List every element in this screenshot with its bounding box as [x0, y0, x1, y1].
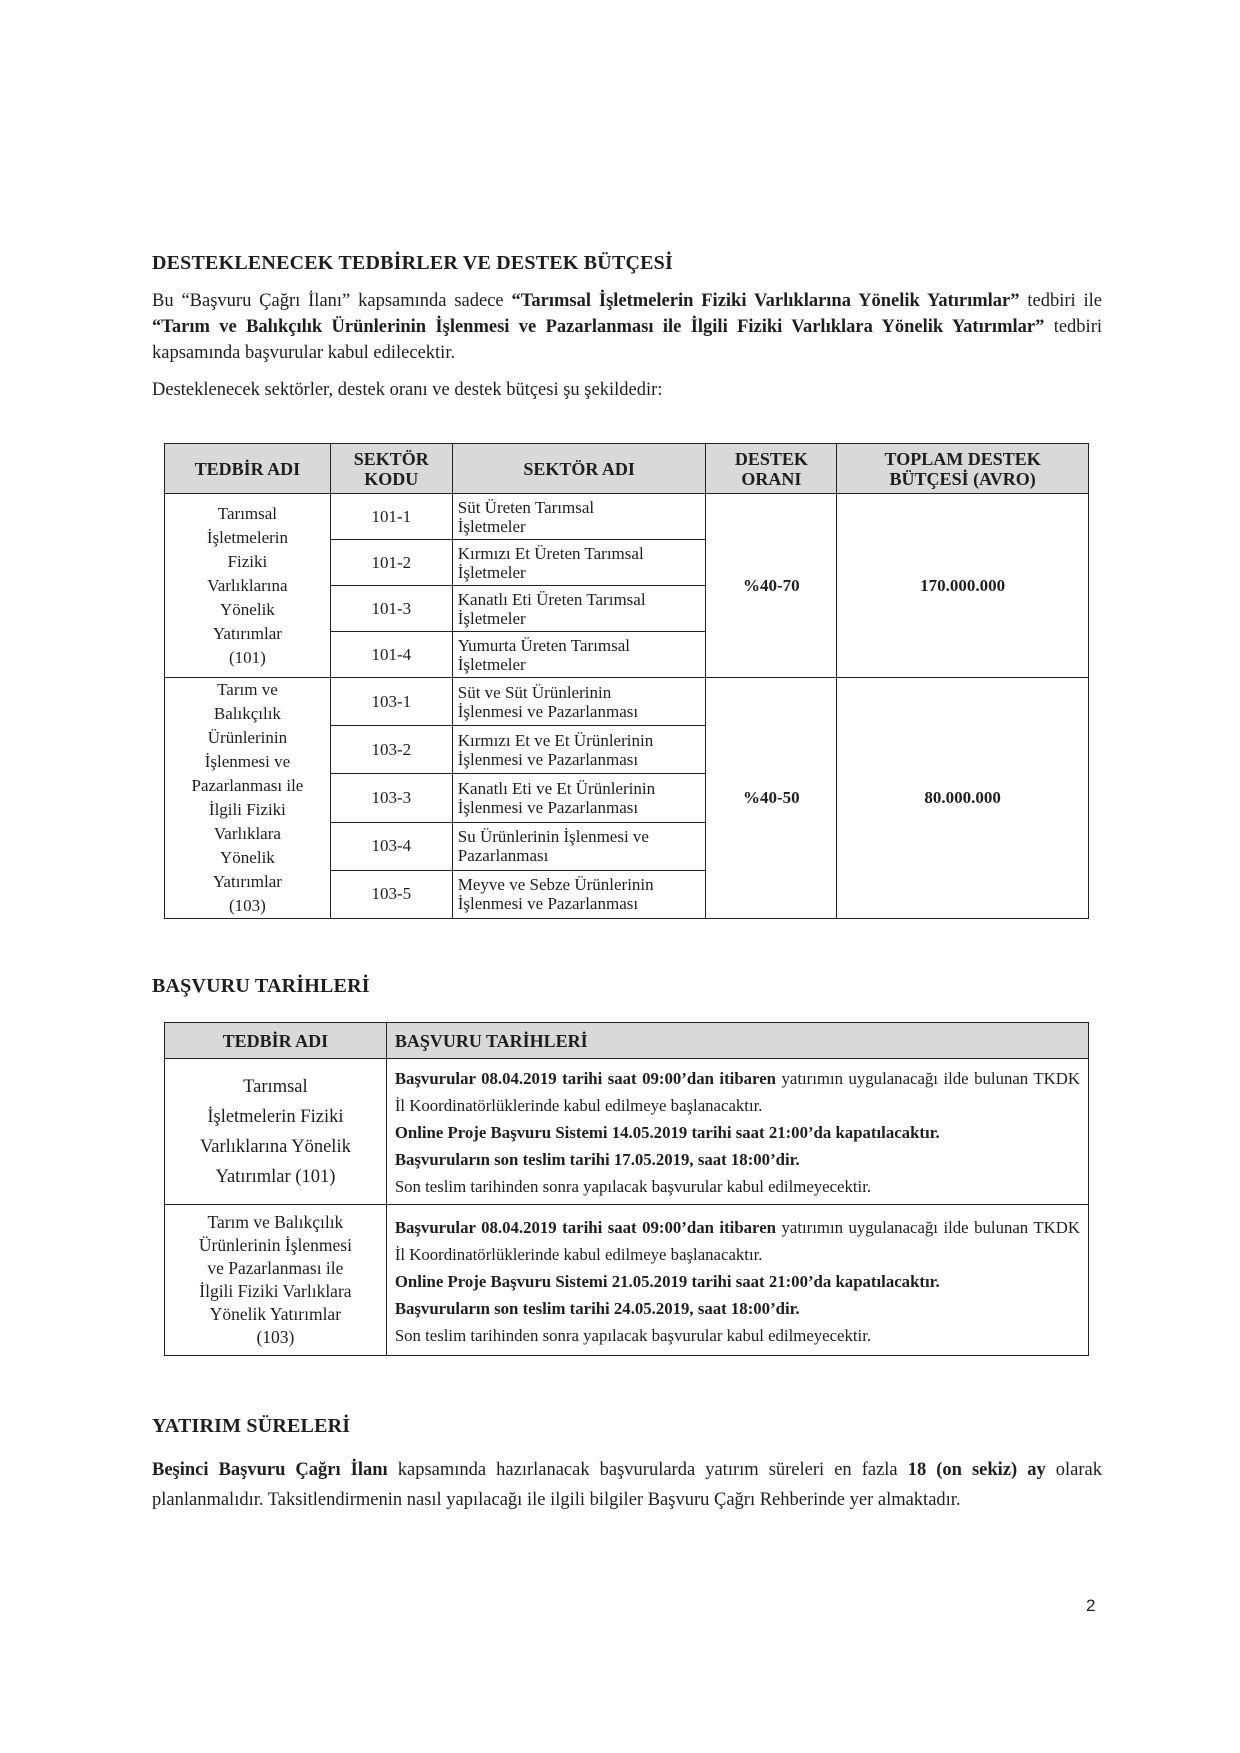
- tedbir-name-cell: [165, 1205, 387, 1356]
- start-date-detail: yatırımın uygulanacağı ilde bulunan TKDK İl Koordinatörlüklerinde kabul edilmeye başlanacaktır.: [394, 1069, 1080, 1115]
- sector-name-line: Süt ve Süt Ürünlerinin: [457, 682, 612, 702]
- online-system-close: Online Proje Başvuru Sistemi 21.05.2019 tarihi saat 21:00’da kapatılacaktır.: [394, 1271, 940, 1291]
- sector-name-cell: [452, 822, 706, 870]
- sector-name-line: Kanatlı Eti Üreten Tarımsal: [457, 589, 646, 609]
- header-line: ORANI: [741, 468, 802, 489]
- submission-deadline: Başvuruların son teslim tarihi 17.05.2019, saat 18:00’dir.: [394, 1150, 800, 1169]
- support-rate-cell: %40-70: [706, 494, 837, 678]
- start-date-detail: yatırımın uygulanacağı ilde bulunan TKDK İl Koordinatörlüklerinde kabul edilmeye başlanacaktır.: [394, 1217, 1080, 1264]
- sector-name-line: Kırmızı Et Üreten Tarımsal: [457, 543, 644, 563]
- header-line: KODU: [364, 468, 419, 489]
- tedbir-name-line: Fiziki: [227, 551, 268, 571]
- tedbir-name-line: (101): [229, 647, 266, 667]
- tedbir-name-line: Yatırımlar: [212, 872, 282, 891]
- dates-table-body: [165, 1059, 1089, 1356]
- application-dates-row: [165, 1205, 1089, 1356]
- late-submission-note: Son teslim tarihinden sonra yapılacak başvurular kabul edilmeyecektir.: [394, 1325, 872, 1345]
- tedbir-name-cell: [165, 494, 331, 678]
- tedbir-name-line: ve Pazarlanması ile: [207, 1258, 344, 1278]
- sector-name-line: Pazarlanması: [457, 846, 549, 866]
- start-paragraph: [395, 1065, 1080, 1119]
- sector-name-cell: [452, 494, 706, 540]
- total-budget-cell: 80.000.000: [837, 678, 1089, 919]
- sector-code-cell: 103-1: [330, 678, 452, 726]
- header-line: BÜTÇESİ (AVRO): [889, 468, 1036, 489]
- intro-text: tedbiri ile: [1019, 291, 1102, 311]
- sector-name-line: İşlenmesi ve Pazarlanması: [457, 894, 639, 914]
- tedbir-name-line: Balıkçılık: [213, 704, 281, 723]
- header-support-rate: [706, 444, 837, 494]
- sector-name-cell: [452, 586, 706, 632]
- tedbir-name-line: Tarımsal: [243, 1076, 308, 1097]
- sector-name-line: İşlenmesi ve Pazarlanması: [457, 701, 639, 721]
- total-budget-cell: 170.000.000: [837, 494, 1089, 678]
- sector-code-cell: 103-3: [330, 774, 452, 822]
- tedbir-name-line: (103): [256, 1327, 295, 1347]
- application-dates-row: [165, 1059, 1089, 1205]
- sector-name-line: İşlenmesi ve Pazarlanması: [457, 749, 639, 769]
- sector-name-cell: [452, 632, 706, 678]
- tedbir-name-line: Yatırımlar: [212, 623, 282, 643]
- sector-code-cell: 101-1: [330, 494, 452, 540]
- tedbir-name-line: Yönelik: [220, 599, 275, 619]
- tedbir-name-line: Varlıklarına: [207, 575, 288, 595]
- intro-paragraph: [152, 288, 1102, 366]
- start-paragraph: [395, 1214, 1080, 1268]
- sector-row: [165, 678, 1089, 726]
- tedbir-name-line: İşletmelerin: [206, 527, 289, 547]
- tedbir-name-line: Yatırımlar (101): [215, 1166, 336, 1187]
- sector-code-cell: 101-4: [330, 632, 452, 678]
- tedbir-name-line: Ürünlerinin İşlenmesi: [198, 1235, 352, 1255]
- section-title-durations: YATIRIM SÜRELERİ: [152, 1415, 351, 1437]
- tedbir-name-line: İşletmelerin Fiziki: [207, 1106, 344, 1127]
- sector-name-line: Yumurta Üreten Tarımsal: [457, 635, 630, 655]
- sector-name-line: İşletmeler: [457, 562, 526, 582]
- sector-code-cell: 103-2: [330, 726, 452, 774]
- tedbir-name-line: Tarım ve Balıkçılık: [207, 1212, 344, 1232]
- intro-measure-101: “Tarımsal İşletmelerin Fiziki Varlıklarına Yönelik Yatırımlar”: [511, 291, 1020, 311]
- sector-name-line: İşletmeler: [457, 654, 526, 674]
- page-number: 2: [1086, 1596, 1096, 1615]
- tedbir-name-line: İlgili Fiziki: [208, 800, 286, 819]
- sector-name-cell: [452, 870, 706, 918]
- start-date-text: Başvurular 08.04.2019 tarihi saat 09:00’dan itibaren: [394, 1217, 776, 1237]
- intro-sectors-sentence: Desteklenecek sektörler, destek oranı ve destek bütçesi şu şekildedir:: [152, 380, 663, 400]
- tedbir-name-line: Ürünlerinin: [207, 728, 288, 747]
- application-dates-cell: [386, 1059, 1088, 1205]
- application-dates-cell: [386, 1205, 1088, 1356]
- tedbir-name-line: Tarımsal: [217, 503, 278, 523]
- sector-name-line: İşletmeler: [457, 608, 526, 628]
- sector-name-line: Kanatlı Eti ve Et Ürünlerinin: [457, 778, 656, 798]
- sector-row: [165, 494, 1089, 540]
- section-title-dates: BAŞVURU TARİHLERİ: [152, 975, 370, 997]
- header-sector-name: SEKTÖR ADI: [452, 444, 706, 494]
- support-rate-cell: %40-50: [706, 678, 837, 919]
- sector-name-line: Kırmızı Et ve Et Ürünlerinin: [457, 730, 654, 750]
- section-title-measures: DESTEKLENECEK TEDBİRLER VE DESTEK BÜTÇESİ: [152, 252, 673, 274]
- intro-text: tedbiri kapsamında başvurular kabul edilecektir.: [152, 317, 1102, 363]
- tedbir-name-line: Yönelik: [220, 848, 275, 867]
- max-duration: 18 (on sekiz) ay: [907, 1460, 1046, 1480]
- duration-paragraph: [152, 1455, 1102, 1515]
- intro-measure-103: “Tarım ve Balıkçılık Ürünlerinin İşlenmesi ve Pazarlanması ile İlgili Fiziki Varlıklara Yönelik Yatırımlar”: [152, 317, 1045, 337]
- sector-code-cell: 103-4: [330, 822, 452, 870]
- sector-name-line: İşletmeler: [457, 516, 526, 536]
- application-dates-table: [164, 1022, 1089, 1356]
- sector-code-cell: 103-5: [330, 870, 452, 918]
- header-line: DESTEK: [734, 448, 808, 469]
- sector-name-line: Meyve ve Sebze Ürünlerinin: [457, 875, 654, 895]
- tedbir-name-line: (103): [229, 896, 266, 915]
- online-system-close: Online Proje Başvuru Sistemi 14.05.2019 tarihi saat 21:00’da kapatılacaktır.: [394, 1123, 940, 1142]
- tedbir-name-line: İlgili Fiziki Varlıklara: [199, 1281, 352, 1301]
- header-sector-code: [330, 444, 452, 494]
- header-application-dates: BAŞVURU TARİHLERİ: [386, 1023, 1088, 1059]
- tedbir-name-line: Tarım ve: [217, 680, 278, 699]
- sector-name-cell: [452, 540, 706, 586]
- tedbir-name-cell: [165, 678, 331, 919]
- sector-name-line: Süt Üreten Tarımsal: [457, 497, 595, 517]
- duration-text: kapsamında hazırlanacak başvurularda yatırım süreleri en fazla: [387, 1460, 908, 1480]
- intro-text: Bu “Başvuru Çağrı İlanı” kapsamında sadece: [152, 291, 512, 311]
- sector-code-cell: 101-3: [330, 586, 452, 632]
- header-line: TOPLAM DESTEK: [884, 448, 1041, 469]
- duration-text: olarak planlanmalıdır. Taksitlendirmenin nasıl yapılacağı ile ilgili bilgiler Başvuru Çağrı Rehberinde yer almaktadır.: [152, 1460, 1102, 1510]
- submission-deadline: Başvuruların son teslim tarihi 24.05.2019, saat 18:00’dir.: [394, 1298, 800, 1318]
- sector-name-cell: [452, 774, 706, 822]
- support-budget-table: [164, 443, 1089, 919]
- start-date-text: Başvurular 08.04.2019 tarihi saat 09:00’dan itibaren: [394, 1069, 776, 1088]
- sector-name-cell: [452, 678, 706, 726]
- sector-name-line: Su Ürünlerinin İşlenmesi ve: [457, 827, 649, 847]
- header-total-budget: [837, 444, 1089, 494]
- tedbir-name-line: Yönelik Yatırımlar: [209, 1304, 342, 1324]
- header-line: SEKTÖR: [353, 448, 429, 469]
- header-tedbir: TEDBİR ADI: [165, 1023, 387, 1059]
- late-submission-note: Son teslim tarihinden sonra yapılacak başvurular kabul edilmeyecektir.: [394, 1177, 872, 1196]
- tedbir-name-cell: [165, 1059, 387, 1205]
- tedbir-name-line: İşlenmesi ve: [204, 752, 291, 771]
- tedbir-name-line: Varlıklarına Yönelik: [199, 1136, 351, 1157]
- tedbir-name-line: Pazarlanması ile: [191, 776, 304, 795]
- header-tedbir: TEDBİR ADI: [165, 444, 331, 494]
- support-table-body: [165, 494, 1089, 919]
- sector-code-cell: 101-2: [330, 540, 452, 586]
- sector-name-line: İşlenmesi ve Pazarlanması: [457, 797, 639, 817]
- call-name: Beşinci Başvuru Çağrı İlanı: [152, 1460, 388, 1480]
- tedbir-name-line: Varlıklara: [213, 824, 281, 843]
- sector-name-cell: [452, 726, 706, 774]
